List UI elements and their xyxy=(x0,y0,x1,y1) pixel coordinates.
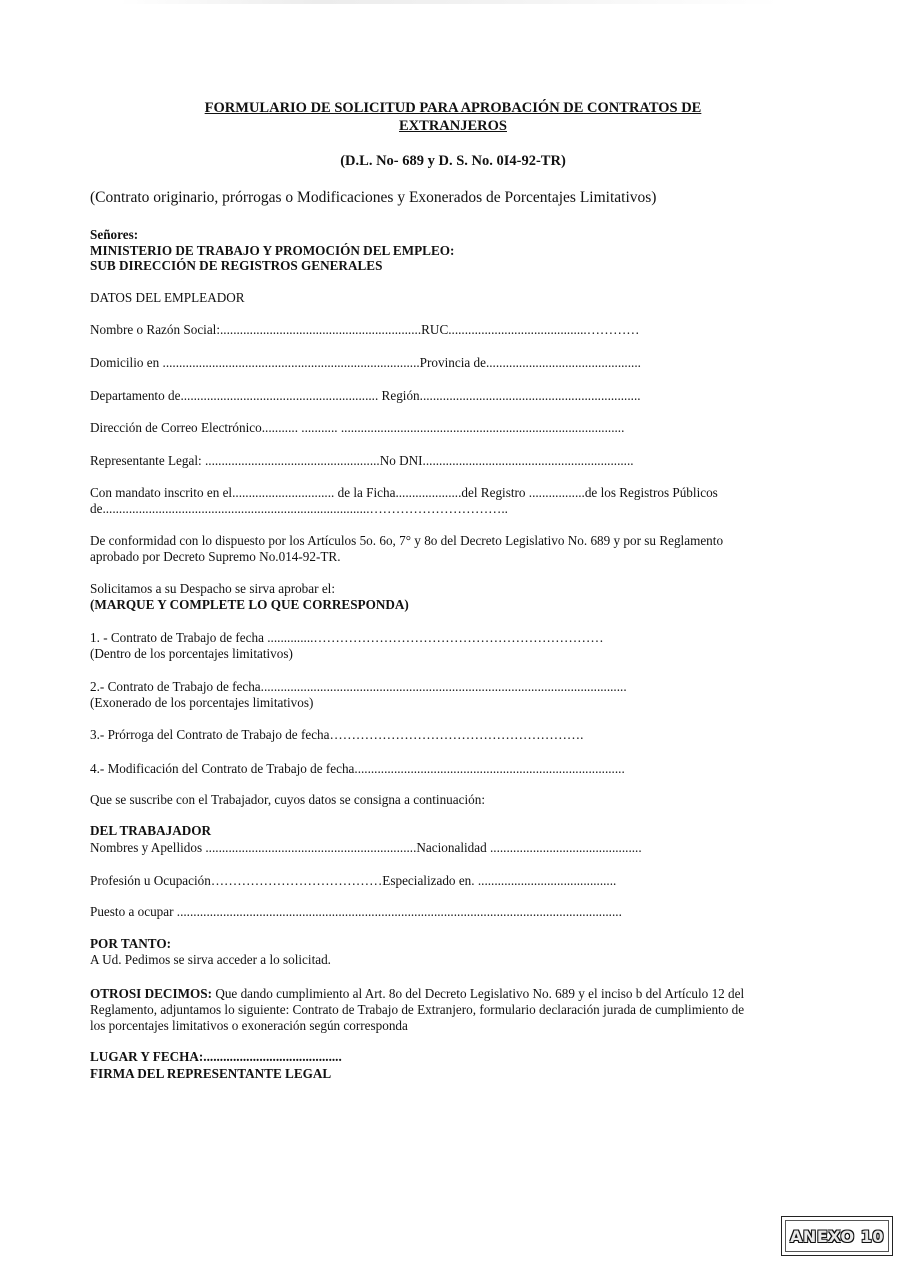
form-scope: (Contrato originario, prórrogas o Modificaciones y Exonerados de Porcentajes Limitativos) xyxy=(90,189,657,206)
addressee-greeting: Señores: xyxy=(90,227,139,242)
mandate-registry-field[interactable]: Con mandato inscrito en el............................... de la Ficha....................del Registro .................de los Registros Públicos xyxy=(90,485,718,500)
option-3-extension-date-field[interactable]: 3.- Prórroga del Contrato de Trabajo de fecha…………………………………………………. xyxy=(90,727,584,742)
option-1-contract-date-field[interactable]: 1. - Contrato de Trabajo de fecha ..............………………………………………………………… xyxy=(90,630,604,645)
legal-representative-dni-field[interactable]: Representante Legal: .....................................................No DNI................................................................ xyxy=(90,453,634,468)
conformity-text-line-1: De conformidad con lo dispuesto por los Artículos 5o. 6o, 7° y 8o del Decreto Legislativo No. 689 y por su Reglamento xyxy=(90,533,724,548)
worker-heading: DEL TRABAJADOR xyxy=(90,823,212,838)
mandate-registry-field-continued[interactable]: de.................................................................................………………………….. xyxy=(90,501,508,516)
otrosi-line-2: Reglamento, adjuntamos lo siguiente: Contrato de Trabajo de Extranjero, formulario declaración jurada de cumplimiento de xyxy=(90,1002,745,1017)
otrosi-line-1 xyxy=(90,986,744,1002)
request-intro: Solicitamos a su Despacho se sirva aprobar el: xyxy=(90,581,335,596)
scan-edge-smudge xyxy=(120,0,780,4)
employer-heading: DATOS DEL EMPLEADOR xyxy=(90,290,245,305)
option-4-modification-date-field[interactable]: 4.- Modificación del Contrato de Trabajo de fecha.................................................................................. xyxy=(90,761,625,776)
option-1-note: (Dentro de los porcentajes limitativos) xyxy=(90,646,293,661)
por-tanto-heading: POR TANTO: xyxy=(90,936,171,951)
annex-stamp xyxy=(781,1216,893,1256)
annex-label: ANEXO 10 xyxy=(790,1226,884,1246)
request-instruction: (MARQUE Y COMPLETE LO QUE CORRESPONDA) xyxy=(90,597,409,612)
employer-name-ruc-field[interactable]: Nombre o Razón Social:.............................................................RUC..........................................………… xyxy=(90,322,640,337)
request-closing-text: A Ud. Pedimos se sirva acceder a lo solicitad. xyxy=(90,952,331,967)
form-title-line-1: FORMULARIO DE SOLICITUD PARA APROBACIÓN DE CONTRATOS DE xyxy=(204,100,702,116)
worker-name-nationality-field[interactable]: Nombres y Apellidos ................................................................Nacionalidad .............................................. xyxy=(90,840,642,855)
place-date-field[interactable]: LUGAR Y FECHA:.......................................... xyxy=(90,1049,342,1064)
employer-address-province-field[interactable]: Domicilio en ..............................................................................Provincia de............................................... xyxy=(90,355,641,370)
otrosi-label: OTROSI DECIMOS: xyxy=(90,986,213,1001)
otrosi-line-3: los porcentajes limitativos o exoneración según corresponda xyxy=(90,1018,408,1033)
option-2-note: (Exonerado de los porcentajes limitativos) xyxy=(90,695,314,710)
addressee-subdirection: SUB DIRECCIÓN DE REGISTROS GENERALES xyxy=(90,258,383,273)
employer-email-field[interactable]: Dirección de Correo Electrónico........... ........... ...................................................................................... xyxy=(90,420,625,435)
form-title-line-2: EXTRANJEROS xyxy=(399,118,507,134)
legal-representative-signature-label: FIRMA DEL REPRESENTANTE LEGAL xyxy=(90,1066,332,1081)
otrosi-text: Que dando cumplimiento al Art. 8o del Decreto Legislativo No. 689 y el inciso b del Artículo 12 del xyxy=(212,986,745,1001)
employer-department-region-field[interactable]: Departamento de............................................................ Región................................................................... xyxy=(90,388,641,403)
addressee-ministry: MINISTERIO DE TRABAJO Y PROMOCIÓN DEL EMPLEO: xyxy=(90,243,455,258)
legal-reference: (D.L. No- 689 y D. S. No. 0I4-92-TR) xyxy=(340,153,566,169)
worker-position-field[interactable]: Puesto a ocupar ....................................................................................................................................... xyxy=(90,904,622,919)
annex-stamp-inner xyxy=(785,1220,889,1252)
option-2-contract-date-field[interactable]: 2.- Contrato de Trabajo de fecha............................................................................................................... xyxy=(90,679,627,694)
worker-intro: Que se suscribe con el Trabajador, cuyos datos se consigna a continuación: xyxy=(90,792,485,807)
conformity-text-line-2: aprobado por Decreto Supremo No.014-92-TR. xyxy=(90,549,341,564)
worker-profession-specialty-field[interactable]: Profesión u Ocupación…………………………………Especializado en. .......................................... xyxy=(90,873,617,888)
